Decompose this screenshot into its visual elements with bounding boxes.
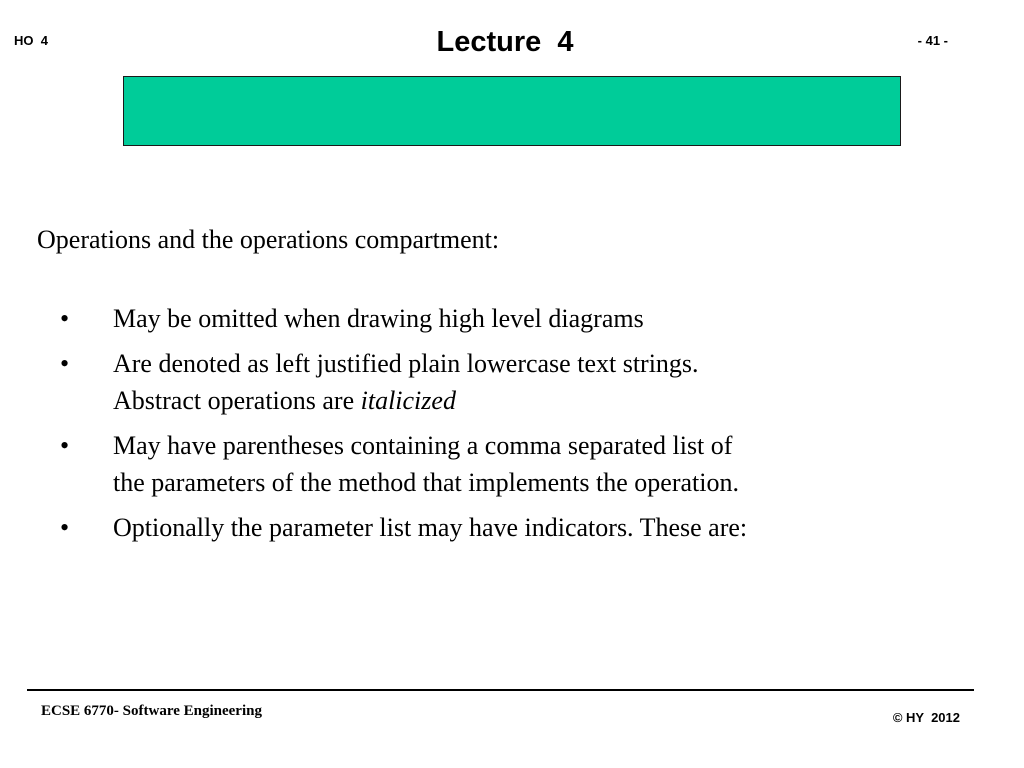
bullet-text [113, 345, 960, 419]
bullet-marker: • [60, 304, 70, 333]
bullet-line: the parameters of the method that implements the operation. [113, 468, 739, 497]
bullet-item-omitted [60, 300, 960, 337]
bullet-line: May have parentheses containing a comma separated list of [113, 431, 733, 460]
footer-divider [27, 689, 974, 691]
intro-text: Operations and the operations compartment: [37, 225, 500, 254]
italic-term: italicized [360, 386, 456, 415]
bullet-marker: • [60, 431, 70, 460]
bullet-marker: • [60, 349, 70, 378]
course-name: ECSE 6770- Software Engineering [41, 703, 262, 719]
page-number: - 41 - [917, 33, 948, 48]
bullet-item-denoted [60, 345, 960, 419]
bullet-text: May be omitted when drawing high level diagrams [113, 304, 644, 333]
bullet-list [60, 300, 960, 554]
bullet-text: Optionally the parameter list may have indicators. These are: [113, 513, 748, 542]
slide-title-box [123, 76, 901, 146]
bullet-line: Are denoted as left justified plain lowercase text strings. [113, 349, 699, 378]
bullet-text [113, 427, 960, 501]
handout-label: HO 4 [14, 33, 48, 48]
bullet-item-parentheses [60, 427, 960, 501]
bullet-item-indicators [60, 509, 960, 546]
bullet-marker: • [60, 513, 70, 542]
lecture-title: Lecture 4 [436, 26, 574, 58]
bullet-line-prefix: Abstract operations are [113, 386, 361, 415]
copyright-notice: © HY 2012 [892, 710, 960, 725]
